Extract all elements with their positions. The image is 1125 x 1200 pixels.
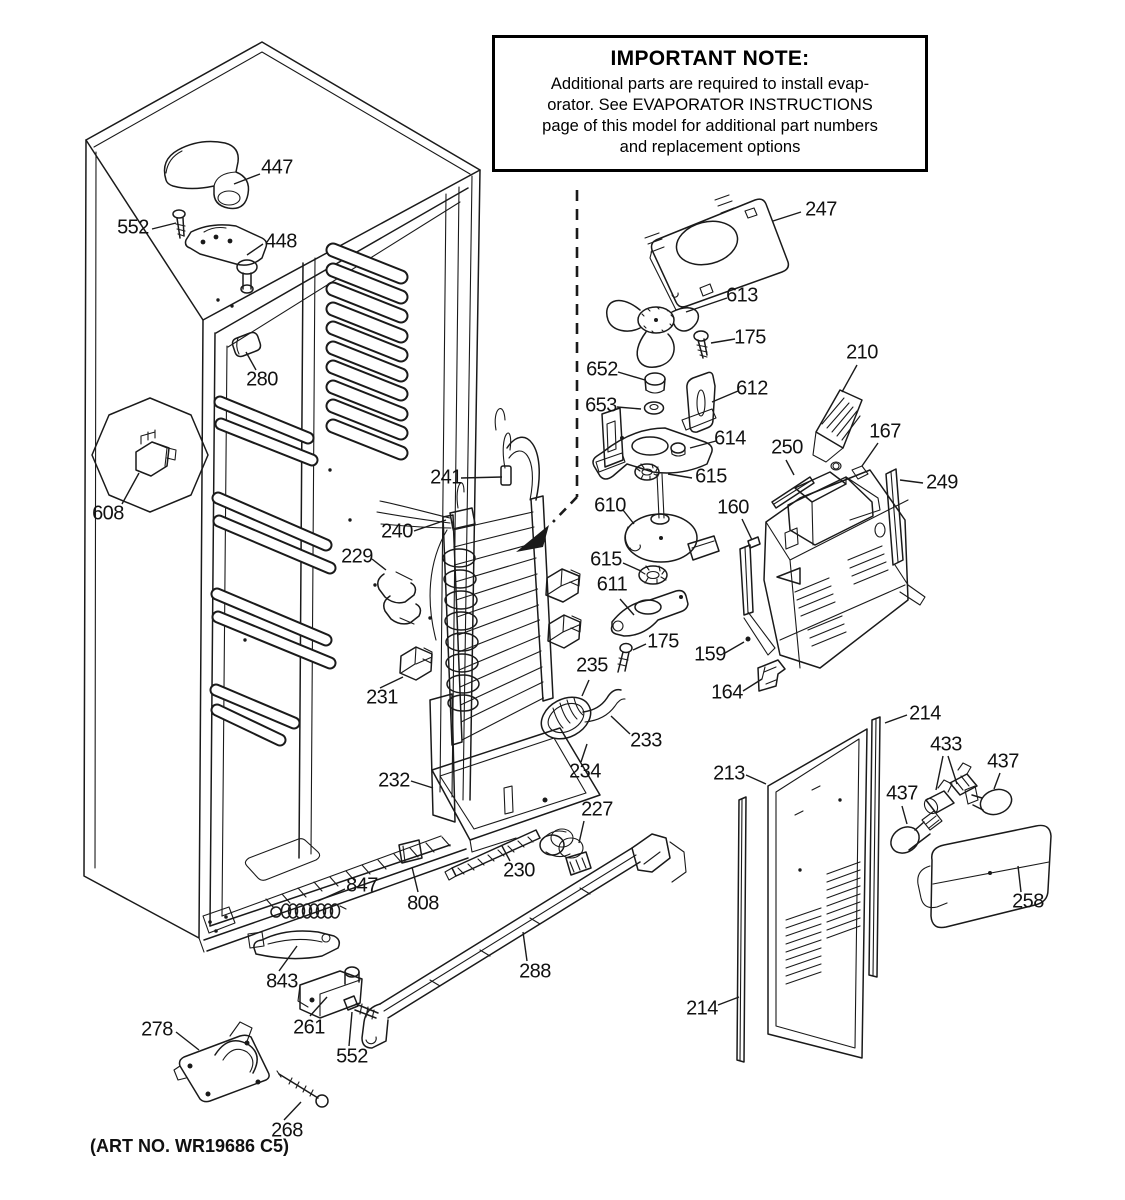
part-label-610: 610 <box>594 494 626 517</box>
hinge-bracket-448 <box>186 225 267 293</box>
clip-808 <box>399 840 422 863</box>
tube-clamp-229 <box>378 572 421 624</box>
part-label-615: 615 <box>695 465 727 488</box>
leader-lines <box>122 174 1021 1120</box>
wire-harness-227 <box>540 829 591 875</box>
part-label-447: 447 <box>261 156 293 179</box>
part-label-280: 280 <box>246 368 278 391</box>
side-rail-164-group <box>740 545 785 691</box>
part-label-234: 234 <box>569 760 601 783</box>
part-label-230: 230 <box>503 859 535 882</box>
note-line: page of this model for additional part numbers <box>542 116 878 135</box>
motor-bracket-arm <box>593 408 712 479</box>
part-label-214: 214 <box>909 702 941 725</box>
lever-843 <box>248 931 339 959</box>
hinge-cover-447 <box>165 142 249 209</box>
part-label-240: 240 <box>381 520 413 543</box>
part-label-167: 167 <box>869 420 901 443</box>
art-number: (ART NO. WR19686 C5) <box>90 1136 290 1156</box>
trim-strip-214-left <box>737 797 746 1062</box>
bracket-261 <box>298 967 362 1018</box>
part-label-437: 437 <box>886 782 918 805</box>
part-label-652: 652 <box>586 358 618 381</box>
part-label-235: 235 <box>576 654 608 677</box>
light-shield-258 <box>918 825 1051 927</box>
compressor-mount-278 <box>174 1022 269 1102</box>
part-label-288: 288 <box>519 960 551 983</box>
icemaker-switch-608 <box>92 398 208 512</box>
clip-right-b <box>548 615 581 648</box>
grille-210 <box>813 390 862 470</box>
bracket-612 <box>682 372 716 432</box>
part-label-611: 611 <box>596 573 628 596</box>
cabinet-outline <box>84 42 480 952</box>
part-label-552: 552 <box>336 1045 368 1068</box>
rail-230 <box>445 830 540 880</box>
part-label-247: 247 <box>805 198 837 221</box>
part-label-258: 258 <box>1012 890 1044 913</box>
part-label-213: 213 <box>713 762 745 785</box>
note-line: Additional parts are required to install evap- <box>550 75 870 93</box>
part-label-268: 268 <box>271 1119 303 1142</box>
part-label-210: 210 <box>846 341 878 364</box>
part-label-227: 227 <box>581 798 613 821</box>
part-label-653: 653 <box>585 394 617 417</box>
part-label-241: 241 <box>430 466 462 489</box>
light-bulb-437-right <box>965 785 1015 818</box>
screw-175-lower <box>618 644 632 673</box>
spacer-652 <box>645 373 665 393</box>
part-label-608: 608 <box>92 502 124 525</box>
part-label-175: 175 <box>647 630 679 653</box>
fan-motor-610 <box>625 474 719 562</box>
bolt-268 <box>277 1071 328 1107</box>
important-note-box <box>492 35 928 172</box>
part-label-261: 261 <box>293 1016 325 1039</box>
part-label-847: 847 <box>346 874 378 897</box>
screw-175-upper <box>694 331 708 358</box>
condenser-coil <box>333 250 401 453</box>
clip-right-a <box>546 569 580 602</box>
part-label-159: 159 <box>694 643 726 666</box>
part-label-448: 448 <box>265 230 297 253</box>
note-title: IMPORTANT NOTE: <box>610 47 810 70</box>
part-label-233: 233 <box>630 729 662 752</box>
part-label-232: 232 <box>378 769 410 792</box>
part-label-278: 278 <box>141 1018 173 1041</box>
nut-614 <box>671 443 685 456</box>
part-label-614: 614 <box>714 427 746 450</box>
icemaker-housing-167 <box>788 463 885 545</box>
ring-615-lower <box>639 566 667 584</box>
back-panel-213 <box>768 729 867 1058</box>
light-socket-433-a <box>922 780 954 816</box>
part-label-164: 164 <box>711 681 743 704</box>
light-socket-433-b <box>950 763 977 795</box>
trim-strip-214-right <box>869 717 880 977</box>
part-label-437: 437 <box>987 750 1019 773</box>
grommet-653 <box>645 402 664 414</box>
part-label-808: 808 <box>407 892 439 915</box>
part-label-433: 433 <box>930 733 962 756</box>
part-label-249: 249 <box>926 471 958 494</box>
note-line: and replacement options <box>619 137 801 156</box>
bracket-611 <box>612 591 689 636</box>
evaporator-cover <box>764 470 908 668</box>
part-label-229: 229 <box>341 545 373 568</box>
clip-231 <box>400 647 432 680</box>
part-label-552: 552 <box>117 216 149 239</box>
fan-blade-613 <box>607 301 699 368</box>
part-label-843: 843 <box>266 970 298 993</box>
part-label-214: 214 <box>686 997 718 1020</box>
part-label-613: 613 <box>726 284 758 307</box>
part-label-612: 612 <box>736 377 768 400</box>
fan-cover-247 <box>645 195 788 310</box>
part-label-231: 231 <box>366 686 398 709</box>
part-label-175: 175 <box>734 326 766 349</box>
part-label-160: 160 <box>717 496 749 519</box>
note-pointer <box>516 190 577 552</box>
part-label-250: 250 <box>771 436 803 459</box>
note-line: orator. See EVAPORATOR INSTRUCTIONS <box>547 95 873 114</box>
part-label-615: 615 <box>590 548 622 571</box>
